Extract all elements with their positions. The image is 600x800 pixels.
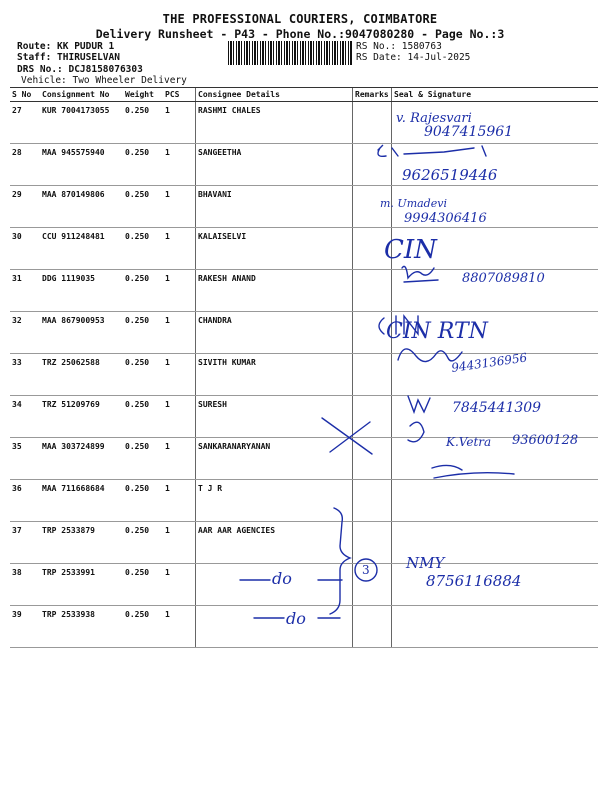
ditto-mark-38: do <box>272 569 292 588</box>
weight-cell: 0.250 <box>123 270 163 312</box>
pcs-cell: 1 <box>163 480 196 522</box>
seal-cell <box>392 270 599 312</box>
remarks-cell <box>353 102 392 144</box>
rs-number: RS No.: 1580763 <box>356 41 442 52</box>
remarks-cell <box>353 354 392 396</box>
sno-cell: 29 <box>10 186 40 228</box>
consignment-cell: MAA 867900953 <box>40 312 123 354</box>
route-label: Route: KK PUDUR 1 <box>17 41 115 52</box>
pcs-cell: 1 <box>163 270 196 312</box>
table-row <box>10 522 598 564</box>
seal-cell <box>392 354 599 396</box>
pcs-cell: 1 <box>163 354 196 396</box>
sno-cell: 35 <box>10 438 40 480</box>
consignment-cell: MAA 711668684 <box>40 480 123 522</box>
table-row <box>10 144 598 186</box>
table-row <box>10 606 598 648</box>
pcs-cell: 1 <box>163 228 196 270</box>
drs-number: DRS No.: DCJ8158076303 <box>17 64 143 75</box>
remarks-cell <box>353 522 392 564</box>
consignment-cell: CCU 911248481 <box>40 228 123 270</box>
sno-cell: 31 <box>10 270 40 312</box>
weight-cell: 0.250 <box>123 438 163 480</box>
sig-r34-phone: 7845441309 <box>452 400 542 416</box>
sig-r33-phone: 9443136956 <box>450 350 529 375</box>
table-row <box>10 438 598 480</box>
consignee-cell <box>196 606 353 648</box>
vehicle-label: Vehicle: Two Wheeler Delivery <box>21 75 187 86</box>
col-pcs: PCS <box>163 88 196 102</box>
sno-cell: 38 <box>10 564 40 606</box>
pcs-cell: 1 <box>163 312 196 354</box>
sno-cell: 36 <box>10 480 40 522</box>
remarks-cell <box>353 396 392 438</box>
table-row <box>10 270 598 312</box>
consignee-cell: KALAISELVI <box>196 228 353 270</box>
sno-cell: 39 <box>10 606 40 648</box>
pcs-cell: 1 <box>163 144 196 186</box>
sig-r35-name: K.Vetra <box>446 435 492 449</box>
ditto-mark-39: do <box>286 609 306 628</box>
seal-cell <box>392 564 599 606</box>
circled-number: 3 <box>362 563 370 577</box>
runsheet-subtitle: Delivery Runsheet - P43 - Phone No.:9047080280 - Page No.:3 <box>95 27 505 41</box>
remarks-cell <box>353 438 392 480</box>
pcs-cell: 1 <box>163 186 196 228</box>
consignee-cell: BHAVANI <box>196 186 353 228</box>
col-consignee: Consignee Details <box>196 88 353 102</box>
sig-r27-name: v. Rajesvari <box>396 111 472 126</box>
remarks-cell <box>353 270 392 312</box>
weight-cell: 0.250 <box>123 228 163 270</box>
consignment-cell: TRZ 25062588 <box>40 354 123 396</box>
runsheet-table <box>10 87 598 648</box>
consignee-cell <box>196 564 353 606</box>
sno-cell: 37 <box>10 522 40 564</box>
pcs-cell: 1 <box>163 564 196 606</box>
table-row <box>10 312 598 354</box>
consignment-cell: TRP 2533991 <box>40 564 123 606</box>
table-row <box>10 186 598 228</box>
weight-cell: 0.250 <box>123 396 163 438</box>
sig-r27-phone: 9047415961 <box>424 124 514 140</box>
table-row <box>10 396 598 438</box>
sig-r38-phone: 8756116884 <box>426 572 522 590</box>
consignee-cell: SANGEETHA <box>196 144 353 186</box>
remarks-cell <box>353 144 392 186</box>
sig-r28-phone: 9626519446 <box>402 166 498 184</box>
consignee-cell: T J R <box>196 480 353 522</box>
seal-cell <box>392 144 599 186</box>
remarks-cell <box>353 606 392 648</box>
seal-cell <box>392 312 599 354</box>
sno-cell: 33 <box>10 354 40 396</box>
table-row <box>10 102 598 144</box>
consignee-cell: SURESH <box>196 396 353 438</box>
col-sno: S No <box>10 88 40 102</box>
table-row <box>10 228 598 270</box>
consignee-cell: RASHMI CHALES <box>196 102 353 144</box>
consignee-cell: SIVITH KUMAR <box>196 354 353 396</box>
consignee-cell: AAR AAR AGENCIES <box>196 522 353 564</box>
sno-cell: 27 <box>10 102 40 144</box>
sig-r29-phone: 9994306416 <box>404 211 487 226</box>
pcs-cell: 1 <box>163 438 196 480</box>
col-weight: Weight <box>123 88 163 102</box>
staff-label: Staff: THIRUSELVAN <box>17 52 120 63</box>
sno-cell: 30 <box>10 228 40 270</box>
pcs-cell: 1 <box>163 396 196 438</box>
sig-r38-name: NMY <box>406 554 445 572</box>
rs-date: RS Date: 14-Jul-2025 <box>356 52 471 63</box>
weight-cell: 0.250 <box>123 606 163 648</box>
seal-cell <box>392 228 599 270</box>
consignee-cell: CHANDRA <box>196 312 353 354</box>
seal-cell <box>392 186 599 228</box>
col-remarks: Remarks <box>353 88 392 102</box>
seal-cell <box>392 438 599 480</box>
consignment-cell: MAA 945575940 <box>40 144 123 186</box>
consignment-cell: MAA 303724899 <box>40 438 123 480</box>
seal-cell <box>392 606 599 648</box>
table-row <box>10 564 598 606</box>
consignment-cell: TRZ 51209769 <box>40 396 123 438</box>
consignment-cell: DDG 1119035 <box>40 270 123 312</box>
remarks-cell <box>353 564 392 606</box>
consignment-cell: MAA 870149806 <box>40 186 123 228</box>
consignee-cell: SANKARANARYANAN <box>196 438 353 480</box>
sig-r31-phone: 8807089810 <box>462 271 545 286</box>
seal-cell <box>392 102 599 144</box>
sno-cell: 32 <box>10 312 40 354</box>
pcs-cell: 1 <box>163 522 196 564</box>
weight-cell: 0.250 <box>123 564 163 606</box>
sig-r30-cin: CIN <box>384 235 437 265</box>
col-seal: Seal & Signature <box>392 88 599 102</box>
pcs-cell: 1 <box>163 606 196 648</box>
sig-r32-cin-rtn: CIN RTN <box>386 319 488 344</box>
seal-cell <box>392 480 599 522</box>
table-row <box>10 480 598 522</box>
seal-cell <box>392 522 599 564</box>
remarks-cell <box>353 312 392 354</box>
weight-cell: 0.250 <box>123 186 163 228</box>
table-row <box>10 354 598 396</box>
remarks-cell <box>353 186 392 228</box>
col-consignment: Consignment No <box>40 88 123 102</box>
barcode-image <box>228 41 352 65</box>
weight-cell: 0.250 <box>123 312 163 354</box>
pcs-cell: 1 <box>163 102 196 144</box>
weight-cell: 0.250 <box>123 522 163 564</box>
seal-cell <box>392 396 599 438</box>
weight-cell: 0.250 <box>123 354 163 396</box>
company-title: THE PROFESSIONAL COURIERS, COIMBATORE <box>162 12 438 26</box>
weight-cell: 0.250 <box>123 480 163 522</box>
sno-cell: 34 <box>10 396 40 438</box>
remarks-cell <box>353 228 392 270</box>
table-header-row <box>10 88 598 102</box>
consignment-cell: KUR 7004173055 <box>40 102 123 144</box>
consignee-cell: RAKESH ANAND <box>196 270 353 312</box>
weight-cell: 0.250 <box>123 144 163 186</box>
consignment-cell: TRP 2533938 <box>40 606 123 648</box>
sno-cell: 28 <box>10 144 40 186</box>
sig-r29-name: m. Umadevi <box>380 197 447 210</box>
weight-cell: 0.250 <box>123 102 163 144</box>
consignment-cell: TRP 2533879 <box>40 522 123 564</box>
remarks-cell <box>353 480 392 522</box>
sig-r35-phone: 93600128 <box>512 433 579 448</box>
